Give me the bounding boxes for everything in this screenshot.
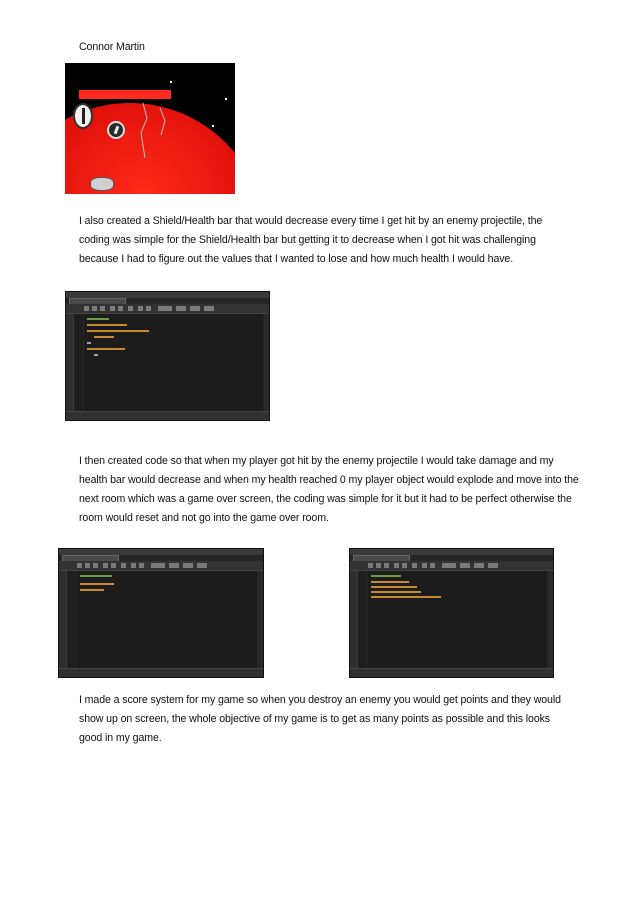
paragraph-damage: I then created code so that when my player got hit by the enemy projectile I would take damage and my health bar would decrease and when my health reached 0 my player object would explode and move into the next room which was a game over screen, the coding was simple for it but it had to be perfect otherwise the room would reset and not go into the game over room. [79, 455, 579, 524]
line-gutter [358, 571, 367, 668]
editor-toolbar [350, 561, 553, 571]
author-name: Connor Martin [79, 41, 145, 53]
code-area [84, 314, 263, 411]
scrollbar [264, 314, 269, 411]
editor-sidebar [66, 314, 74, 411]
code-area [368, 571, 547, 668]
editor-statusbar [59, 668, 263, 677]
scrollbar [258, 571, 263, 668]
editor-sidebar [350, 571, 358, 668]
line-gutter [74, 314, 83, 411]
code-editor-screenshot [65, 291, 270, 421]
line-gutter [67, 571, 76, 668]
editor-toolbar [59, 561, 263, 571]
code-area [77, 571, 257, 668]
editor-sidebar [59, 571, 67, 668]
editor-toolbar [66, 304, 269, 314]
paragraph-health-bar: I also created a Shield/Health bar that would decrease every time I get hit by an enemy projectile, the coding was simple for the Shield/Health bar but getting it to decrease when I got hit was challenging because I had to figure out the values that I wanted to lose and how much health I would have. [79, 215, 543, 265]
code-editor-screenshot [349, 548, 554, 678]
game-screenshot [65, 63, 235, 194]
crack-lines [65, 63, 235, 194]
paragraph-score: I made a score system for my game so when you destroy an enemy you would get points and they would show up on screen, the whole objective of my game is to get as many points as possible and this looks good in my game. [79, 694, 561, 744]
editor-statusbar [66, 411, 269, 420]
scrollbar [548, 571, 553, 668]
editor-statusbar [350, 668, 553, 677]
code-editor-screenshot [58, 548, 264, 678]
